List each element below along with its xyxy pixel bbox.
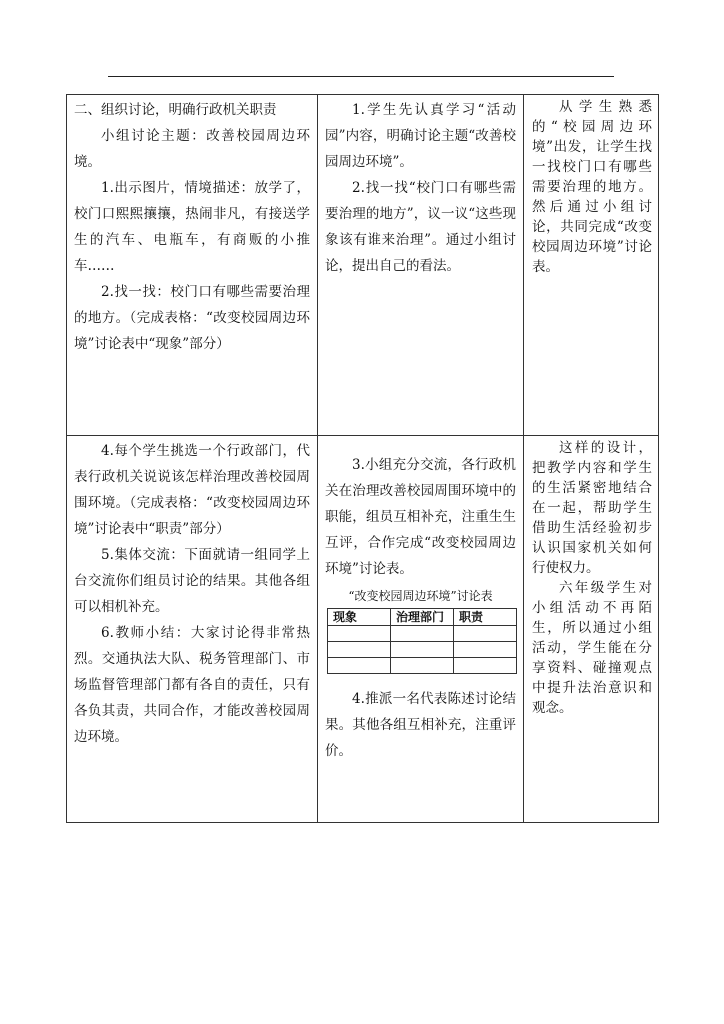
student-activity-cell: [318, 95, 524, 436]
table-row: [67, 436, 659, 823]
student-step-3: 3.小组充分交流，各行政机关在治理改善校园周围环境中的职能，组员互相补充，注重生生互评，合作完成“改变校园周边环境”讨论表。: [325, 457, 516, 577]
discussion-table-header: 职责: [454, 609, 517, 626]
design-intent-cell: [524, 436, 659, 823]
discussion-topic: 小组讨论主题：改善校园周边环境。: [74, 128, 310, 170]
teacher-activity-cell: [67, 95, 318, 436]
discussion-table-caption: “改变校园周边环境”讨论表: [348, 589, 493, 603]
design-intent-cell: [524, 95, 659, 436]
header-rule: [108, 76, 614, 77]
blank-cell: [454, 658, 517, 674]
student-step-4: 4.推派一名代表陈述讨论结果。其他各组互相补充，注重评价。: [325, 691, 516, 759]
blank-cell: [328, 626, 391, 642]
blank-cell: [391, 642, 454, 658]
blank-cell: [454, 642, 517, 658]
student-step-2: 2.找一找“校门口有哪些需要治理的地方”，议一议“这些现象该有谁来治理”。通过小组讨论，提出自己的看法。: [325, 180, 516, 274]
blank-cell: [328, 642, 391, 658]
blank-cell: [328, 658, 391, 674]
blank-cell: [391, 626, 454, 642]
design-intent-text: 这样的设计，把教学内容和学生的生活紧密地结合在一起，帮助学生借助生活经验初步认识国家机关如何行使权力。: [532, 440, 652, 576]
student-activity-cell: [318, 436, 524, 823]
step-1-text: 1.出示图片，情境描述：放学了，校门口熙熙攘攘，热闹非凡，有接送学生的汽车、电瓶车，有商贩的小推车……: [74, 180, 310, 274]
discussion-table: [327, 608, 517, 674]
section-heading: 二、组织讨论，明确行政机关职责: [74, 102, 277, 118]
step-2-text: 2.找一找：校门口有哪些需要治理的地方。（完成表格：“改变校园周边环境”讨论表中“现象”部分）: [74, 284, 310, 352]
teacher-activity-cell: [67, 436, 318, 823]
step-4-text: 4.每个学生挑选一个行政部门，代表行政机关说说该怎样治理改善校园周围环境。（完成表格：“改变校园周边环境”讨论表中“职责”部分）: [74, 443, 310, 537]
blank-cell: [391, 658, 454, 674]
table-row: [67, 95, 659, 436]
design-intent-text: 六年级学生对小组活动不再陌生，所以通过小组活动，学生能在分享资料、碰撞观点中提升法治意识和观念。: [532, 580, 652, 716]
blank-cell: [454, 626, 517, 642]
design-intent-text: 从学生熟悉的“校园周边环境”出发，让学生找一找校门口有哪些需要治理的地方。然后通过小组讨论，共同完成“改变校园周边环境”讨论表。: [532, 99, 652, 275]
step-6-text: 6.教师小结：大家讨论得非常热烈。交通执法大队、税务管理部门、市场监督管理部门都有各自的责任，只有各负其责，共同合作，才能改善校园周边环境。: [74, 625, 310, 745]
discussion-table-header: 治理部门: [391, 609, 454, 626]
lesson-plan-table: [66, 94, 659, 823]
student-step-1: 1.学生先认真学习“活动园”内容，明确讨论主题“改善校园周边环境”。: [325, 102, 516, 170]
discussion-table-header: 现象: [328, 609, 391, 626]
step-5-text: 5.集体交流：下面就请一组同学上台交流你们组员讨论的结果。其他各组可以相机补充。: [74, 547, 310, 615]
